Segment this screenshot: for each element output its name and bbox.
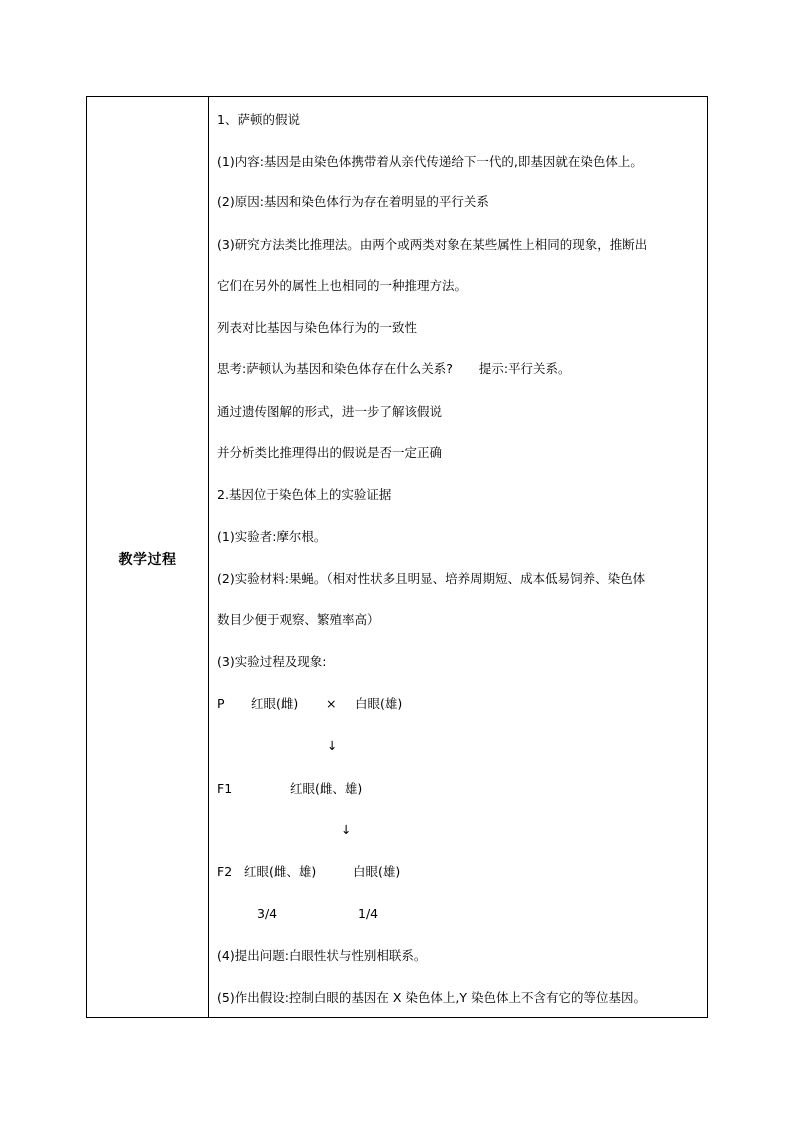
ratio-white: 1/4 [358, 906, 379, 921]
column-divider [208, 97, 209, 1017]
experimenter: (1)实验者:摩尔根。 [217, 529, 327, 544]
experiment-process: (3)实验过程及现象: [217, 654, 327, 669]
research-method-cont: 它们在另外的属性上也相同的一种推理方法。 [217, 278, 468, 293]
ratio-red: 3/4 [257, 906, 278, 921]
arrow-down-icon: ↓ [327, 738, 338, 753]
heading-sutton-hypothesis: 1、萨顿的假说 [217, 112, 300, 127]
raise-question: (4)提出问题:白眼性状与性别相联系。 [217, 948, 427, 963]
f2-white-eye: 白眼(雄) [353, 864, 401, 879]
hypothesis-content: (1)内容:基因是由染色体携带着从亲代传递给下一代的,即基因就在染色体上。 [217, 154, 643, 169]
section-label: 教学过程 [118, 552, 177, 568]
analysis-note: 并分析类比推理得出的假说是否一定正确 [217, 445, 443, 460]
hypothesis-reason: (2)原因:基因和染色体行为存在着明显的平行关系 [217, 194, 489, 209]
research-method: (3)研究方法类比推理法。由两个或两类对象在某些属性上相同的现象，推断出 [217, 237, 648, 252]
arrow-down-icon-2: ↓ [341, 822, 352, 837]
cross-symbol: × [326, 696, 337, 711]
make-hypothesis: (5)作出假设:控制白眼的基因在 X 染色体上,Y 染色体上不含有它的等位基因。 [217, 990, 647, 1005]
f1-generation-label: F1 [217, 781, 233, 796]
question-text: 思考:萨顿认为基因和染色体存在什么关系? [217, 361, 453, 376]
experiment-material-cont: 数目少便于观察、繁殖率高） [217, 612, 380, 627]
f1-value: 红眼(雌、雄) [290, 781, 363, 796]
f2-generation-label: F2 [217, 864, 233, 879]
hint-text: 提示:平行关系。 [478, 361, 571, 376]
lesson-table [86, 96, 708, 1018]
p-male: 白眼(雄) [355, 696, 403, 711]
experiment-material: (2)实验材料:果蝇。（相对性状多且明显、培养周期短、成本低易饲养、染色体 [217, 571, 646, 586]
comparison-note: 列表对比基因与染色体行为的一致性 [217, 320, 418, 335]
diagram-note: 通过遗传图解的形式，进一步了解该假说 [217, 404, 443, 419]
heading-evidence: 2.基因位于染色体上的实验证据 [217, 487, 392, 502]
p-generation-label: P [217, 696, 225, 711]
p-female: 红眼(雌) [251, 696, 299, 711]
thinking-question [217, 361, 571, 377]
f2-red-eye: 红眼(雌、雄) [244, 864, 317, 879]
